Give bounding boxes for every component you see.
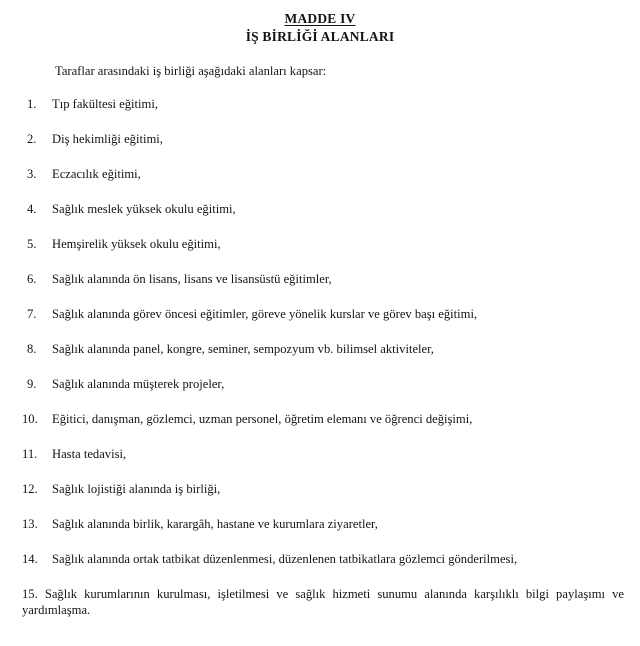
list-item <box>22 166 624 183</box>
list-item-text: Sağlık alanında panel, kongre, seminer, sempozyum vb. bilimsel aktiviteler, <box>52 341 434 356</box>
list-item <box>22 306 624 323</box>
document-heading <box>0 10 640 46</box>
list-item-number: 10. <box>22 411 38 426</box>
document-page <box>0 10 640 646</box>
list-item-text: Eğitici, danışman, gözlemci, uzman personel, öğretim elemanı ve öğrenci değişimi, <box>52 411 473 426</box>
list-item-number: 12. <box>22 481 38 496</box>
list-item-text: Sağlık kurumlarının kurulması, işletilmesi ve sağlık hizmeti sunumu alanında karşılıklı bilgi paylaşımı ve yardımlaşma. <box>22 586 624 618</box>
list-item <box>22 236 624 253</box>
list-item-number: 1. <box>27 96 37 111</box>
list-item-text: Hasta tedavisi, <box>52 446 127 461</box>
list-item-number: 15. <box>22 586 38 601</box>
heading-article-number: MADDE IV <box>284 11 356 26</box>
list-item-number: 7. <box>27 306 37 321</box>
heading-article-title: İŞ BİRLİĞİ ALANLARI <box>245 29 395 45</box>
list-item-number: 3. <box>27 166 37 181</box>
list-item <box>22 376 624 393</box>
list-item-number: 8. <box>27 341 37 356</box>
list-item <box>22 96 624 113</box>
list-item-text: Diş hekimliği eğitimi, <box>52 131 163 146</box>
list-item-text: Sağlık alanında ön lisans, lisans ve lisansüstü eğitimler, <box>52 271 332 286</box>
list-item-number: 6. <box>27 271 37 286</box>
list-item-text: Sağlık lojistiği alanında iş birliği, <box>52 481 221 496</box>
list-item <box>22 411 624 428</box>
list-item <box>22 446 624 463</box>
list-item-text: Tıp fakültesi eğitimi, <box>52 96 158 111</box>
list-item <box>22 131 624 148</box>
list-item <box>22 516 624 533</box>
list-item-text: Hemşirelik yüksek okulu eğitimi, <box>52 236 221 251</box>
list-item <box>22 271 624 288</box>
list-item-text: Sağlık alanında ortak tatbikat düzenlenmesi, düzenlenen tatbikatlara gözlemci gönderilmesi, <box>52 551 518 566</box>
list-item-number: 14. <box>22 551 38 566</box>
list-item-text: Eczacılık eğitimi, <box>52 166 141 181</box>
list-item <box>22 586 624 619</box>
cooperation-areas-list <box>22 96 624 619</box>
list-item-number: 5. <box>27 236 37 251</box>
list-item-number: 4. <box>27 201 37 216</box>
list-item-number: 2. <box>27 131 37 146</box>
list-item <box>22 341 624 358</box>
list-item-number: 13. <box>22 516 38 531</box>
list-item-number: 11. <box>22 446 38 461</box>
list-item-number: 9. <box>27 376 37 391</box>
list-item-text: Sağlık alanında müşterek projeler, <box>52 376 225 391</box>
list-item-text: Sağlık alanında birlik, karargâh, hastane ve kurumlara ziyaretler, <box>52 516 378 531</box>
list-item <box>22 551 624 568</box>
list-item <box>22 201 624 218</box>
list-item-text: Sağlık meslek yüksek okulu eğitimi, <box>52 201 236 216</box>
list-item <box>22 481 624 498</box>
list-item-text: Sağlık alanında görev öncesi eğitimler, göreve yönelik kurslar ve görev başı eğitimi, <box>52 306 478 321</box>
intro-paragraph: Taraflar arasındaki iş birliği aşağıdaki alanları kapsar: <box>55 64 327 79</box>
